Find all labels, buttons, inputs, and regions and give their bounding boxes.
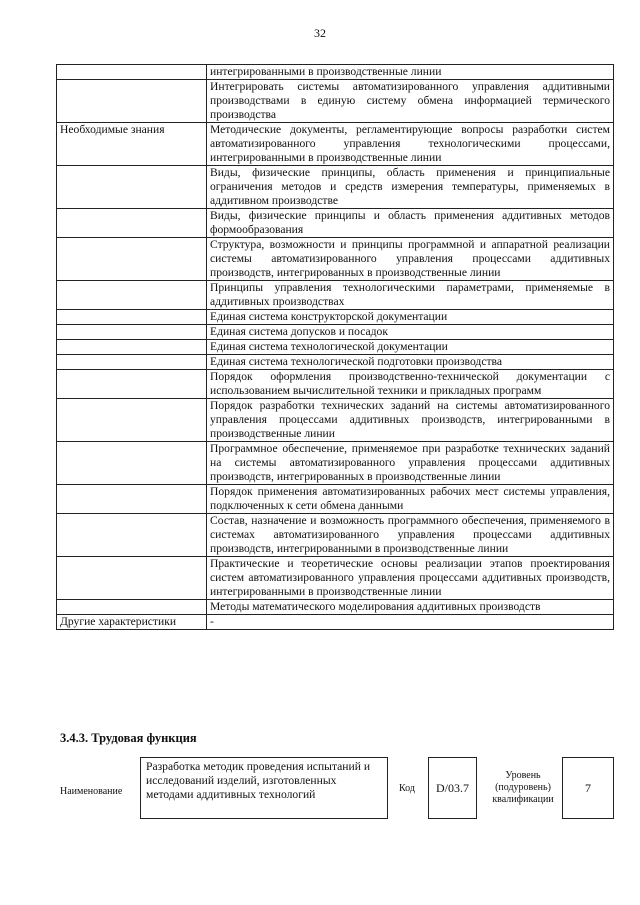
label-cell-empty (57, 355, 207, 370)
knowledge-cell: Единая система допусков и посадок (207, 325, 614, 340)
table-row (57, 442, 614, 485)
label-cell-empty (57, 485, 207, 514)
label-cell-empty (57, 65, 207, 80)
other-characteristics-label: Другие характеристики (57, 615, 207, 630)
qualification-level-label: Уровень (подуровень) квалификации (492, 770, 554, 805)
label-cell-empty (57, 557, 207, 600)
label-cell-empty (57, 238, 207, 281)
code-label: Код (399, 783, 415, 794)
table-row (57, 325, 614, 340)
knowledge-cell: Практические и теоретические основы реализации этапов проектирования систем автоматизированного управления процессами аддитивных производств, интегрированными в производственные линии (207, 557, 614, 600)
page-number: 32 (314, 26, 326, 40)
label-cell-empty (57, 281, 207, 310)
table-row (57, 600, 614, 615)
label-cell-empty (57, 80, 207, 123)
table-row (57, 209, 614, 238)
knowledge-cell: Порядок оформления производственно-технической документации с использованием вычислительной техники и прикладных программ (207, 370, 614, 399)
knowledge-cell: Единая система конструкторской документации (207, 310, 614, 325)
knowledge-cell: Принципы управления технологическими параметрами, применяемые в аддитивных производствах (207, 281, 614, 310)
table-row (57, 281, 614, 310)
knowledge-cell: Порядок разработки технических заданий на системы автоматизированного управления процессами аддитивных производств, интегрированными в производственные линии (207, 399, 614, 442)
label-cell-empty (57, 310, 207, 325)
code-value-box: D/03.7 (428, 757, 477, 819)
knowledge-cell: Порядок применения автоматизированных рабочих мест системы управления, подключенных к сети обмена данными (207, 485, 614, 514)
label-cell-empty (57, 600, 207, 615)
knowledge-cell: Виды, физические принципы, область применения и принципиальные ограничения методов и средств измерения температуры, применяемых в аддитивном производстве (207, 166, 614, 209)
knowledge-cell: Методические документы, регламентирующие вопросы разработки систем автоматизированного управления технологическими процессами, интегрированными в производственные линии (207, 123, 614, 166)
table-row (57, 557, 614, 600)
skill-cell: Интегрировать системы автоматизированного управления аддитивными производствами в единую систему обмена информацией термического производства (207, 80, 614, 123)
knowledge-cell: Состав, назначение и возможность программного обеспечения, применяемого в системах автоматизированного управления процессами аддитивных производств, интегрированными в производственные линии (207, 514, 614, 557)
table-row (57, 514, 614, 557)
name-value-box: Разработка методик проведения испытаний и исследований изделий, изготовленных методами аддитивных технологий (140, 757, 388, 819)
table-row (57, 80, 614, 123)
qualification-level-box: 7 (562, 757, 614, 819)
table-row (57, 65, 614, 80)
table-row (57, 370, 614, 399)
knowledge-label-cell: Необходимые знания (57, 123, 207, 166)
requirements-table (56, 64, 614, 630)
table-row (57, 615, 614, 630)
table-row (57, 166, 614, 209)
table-row (57, 399, 614, 442)
knowledge-cell: Методы математического моделирования аддитивных производств (207, 600, 614, 615)
label-cell-empty (57, 514, 207, 557)
knowledge-cell: Единая система технологической документации (207, 340, 614, 355)
skill-cell: интегрированными в производственные линии (207, 65, 614, 80)
knowledge-cell: Структура, возможности и принципы программной и аппаратной реализации системы автоматизированного управления процессами аддитивных производств, интегрированных в производственные линии (207, 238, 614, 281)
label-cell-empty (57, 209, 207, 238)
label-cell-empty (57, 325, 207, 340)
section-heading: 3.4.3. Трудовая функция (60, 731, 197, 745)
table-row (57, 340, 614, 355)
label-cell-empty (57, 340, 207, 355)
label-cell-empty (57, 166, 207, 209)
table-row (57, 485, 614, 514)
other-characteristics-value: - (207, 615, 614, 630)
knowledge-cell: Единая система технологической подготовки производства (207, 355, 614, 370)
label-cell-empty (57, 370, 207, 399)
label-cell-empty (57, 442, 207, 485)
knowledge-cell: Программное обеспечение, применяемое при разработке технических заданий на системы автоматизированного управления процессами аддитивных производств, интегрированных в производственные линии (207, 442, 614, 485)
name-label: Наименование (60, 786, 123, 797)
table-row (57, 310, 614, 325)
table-row (57, 355, 614, 370)
label-cell-empty (57, 399, 207, 442)
table-row (57, 238, 614, 281)
table-row (57, 123, 614, 166)
knowledge-cell: Виды, физические принципы и область применения аддитивных методов формообразования (207, 209, 614, 238)
